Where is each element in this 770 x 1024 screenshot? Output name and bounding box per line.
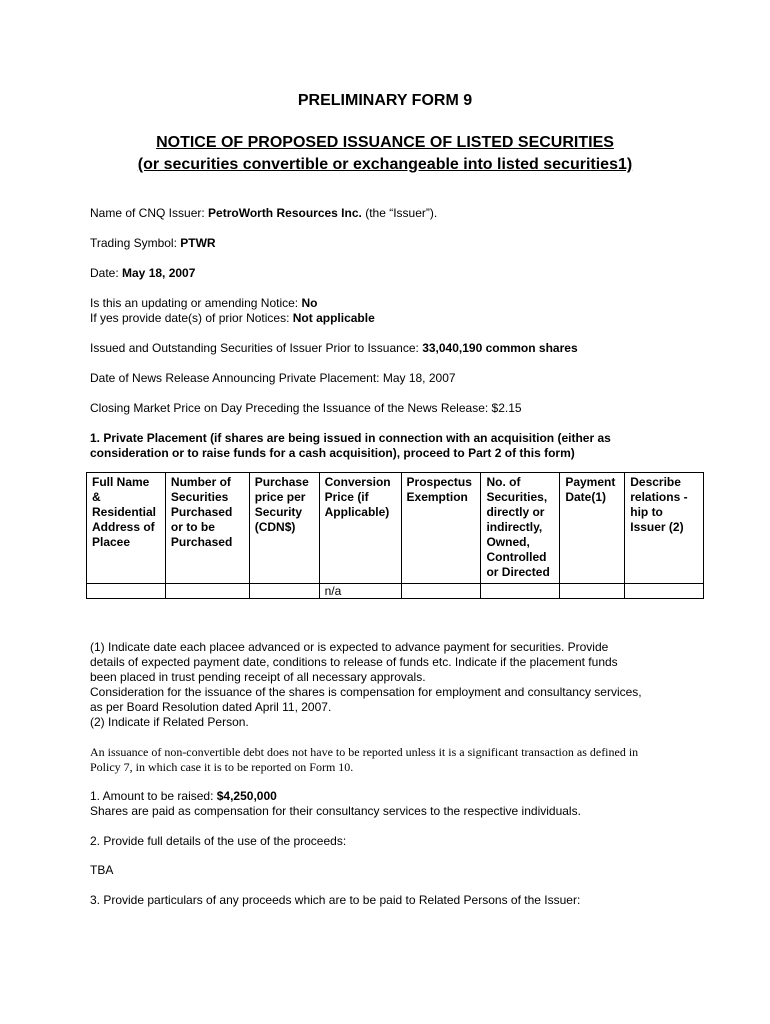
- table-cell: [401, 584, 481, 599]
- news-release-line: Date of News Release Announcing Private Placement: May 18, 2007: [90, 371, 456, 385]
- header-conversion-price: Conversion Price (if Applicable): [319, 473, 401, 584]
- table-cell: [87, 584, 166, 599]
- note-line-4: Consideration for the issuance of the shares is compensation for employment and consultancy services,: [90, 685, 642, 699]
- table-header-row: [87, 473, 704, 584]
- closing-price-line: Closing Market Price on Day Preceding the Issuance of the News Release: $2.15: [90, 401, 522, 415]
- symbol-label: Trading Symbol:: [90, 236, 181, 250]
- date-label: Date:: [90, 266, 123, 280]
- issuer-value: PetroWorth Resources Inc.: [208, 206, 362, 220]
- note-line-2: details of expected payment date, conditions to release of funds etc. Indicate if the placement funds: [90, 655, 618, 669]
- amount-note: Shares are paid as compensation for their consultancy services to the respective individuals.: [90, 804, 581, 818]
- updating-value: No: [301, 296, 318, 310]
- date-line: [90, 266, 195, 281]
- header-purchase-price: Purchase price per Security (CDN$): [249, 473, 319, 584]
- date-value: May 18, 2007: [122, 266, 196, 280]
- note-line-6: (2) Indicate if Related Person.: [90, 715, 249, 729]
- outstanding-value: 33,040,190 common shares: [422, 341, 578, 355]
- debt-note-line-2: Policy 7, in which case it is to be reported on Form 10.: [90, 760, 354, 774]
- updating-line: [90, 296, 317, 311]
- symbol-value: PTWR: [180, 236, 216, 250]
- notice-subtitle: (or securities convertible or exchangeable into listed securities1): [137, 156, 633, 173]
- updating-label: Is this an updating or amending Notice:: [90, 296, 302, 310]
- issuer-line: [90, 206, 437, 221]
- table-cell: [165, 584, 249, 599]
- table-cell: [560, 584, 625, 599]
- prior-value: Not applicable: [292, 311, 375, 325]
- form-title: PRELIMINARY FORM 9: [297, 92, 473, 109]
- outstanding-label: Issued and Outstanding Securities of Issuer Prior to Issuance:: [90, 341, 423, 355]
- prior-label: If yes provide date(s) of prior Notices:: [90, 311, 293, 325]
- table-row: [87, 584, 704, 599]
- header-placee-name: Full Name & Residential Address of Placee: [87, 473, 166, 584]
- table-cell-conversion: n/a: [319, 584, 401, 599]
- prior-notices-line: [90, 311, 375, 326]
- symbol-line: [90, 236, 216, 251]
- section1-heading-line1: 1. Private Placement (if shares are being issued in connection with an acquisition (either as: [90, 431, 611, 445]
- use-of-proceeds-label: 2. Provide full details of the use of the proceeds:: [90, 834, 347, 848]
- amount-value: $4,250,000: [216, 789, 277, 803]
- note-line-3: been placed in trust pending receipt of all necessary approvals.: [90, 670, 426, 684]
- private-placement-table: [86, 472, 704, 599]
- section1-heading-line2: consideration or to raise funds for a cash acquisition), proceed to Part 2 of this form): [90, 446, 575, 460]
- header-payment-date: Payment Date(1): [560, 473, 625, 584]
- table-cell: [249, 584, 319, 599]
- note-line-1: (1) Indicate date each placee advanced or is expected to advance payment for securities. Provide: [90, 640, 609, 654]
- amount-label: 1. Amount to be raised:: [90, 789, 217, 803]
- notice-title: NOTICE OF PROPOSED ISSUANCE OF LISTED SECURITIES: [156, 134, 614, 151]
- debt-note-line-1: An issuance of non-convertible debt does not have to be reported unless it is a significant transaction as defined in: [90, 745, 639, 759]
- issuer-label: Name of CNQ Issuer:: [90, 206, 209, 220]
- related-persons-label: 3. Provide particulars of any proceeds which are to be paid to Related Persons of the Issuer:: [90, 893, 581, 907]
- outstanding-line: [90, 341, 578, 356]
- header-securities-owned: No. of Securities, directly or indirectly, Owned, Controlled or Directed: [481, 473, 560, 584]
- amount-line: [90, 789, 277, 804]
- header-relationship: Describe relations -hip to Issuer (2): [625, 473, 704, 584]
- header-prospectus-exemption: Prospectus Exemption: [401, 473, 481, 584]
- table-cell: [481, 584, 560, 599]
- use-of-proceeds-value: TBA: [90, 863, 114, 877]
- note-line-5: as per Board Resolution dated April 11, 2007.: [90, 700, 332, 714]
- issuer-suffix: (the “Issuer”).: [361, 206, 438, 220]
- header-securities-purchased: Number of Securities Purchased or to be Purchased: [165, 473, 249, 584]
- table-cell: [625, 584, 704, 599]
